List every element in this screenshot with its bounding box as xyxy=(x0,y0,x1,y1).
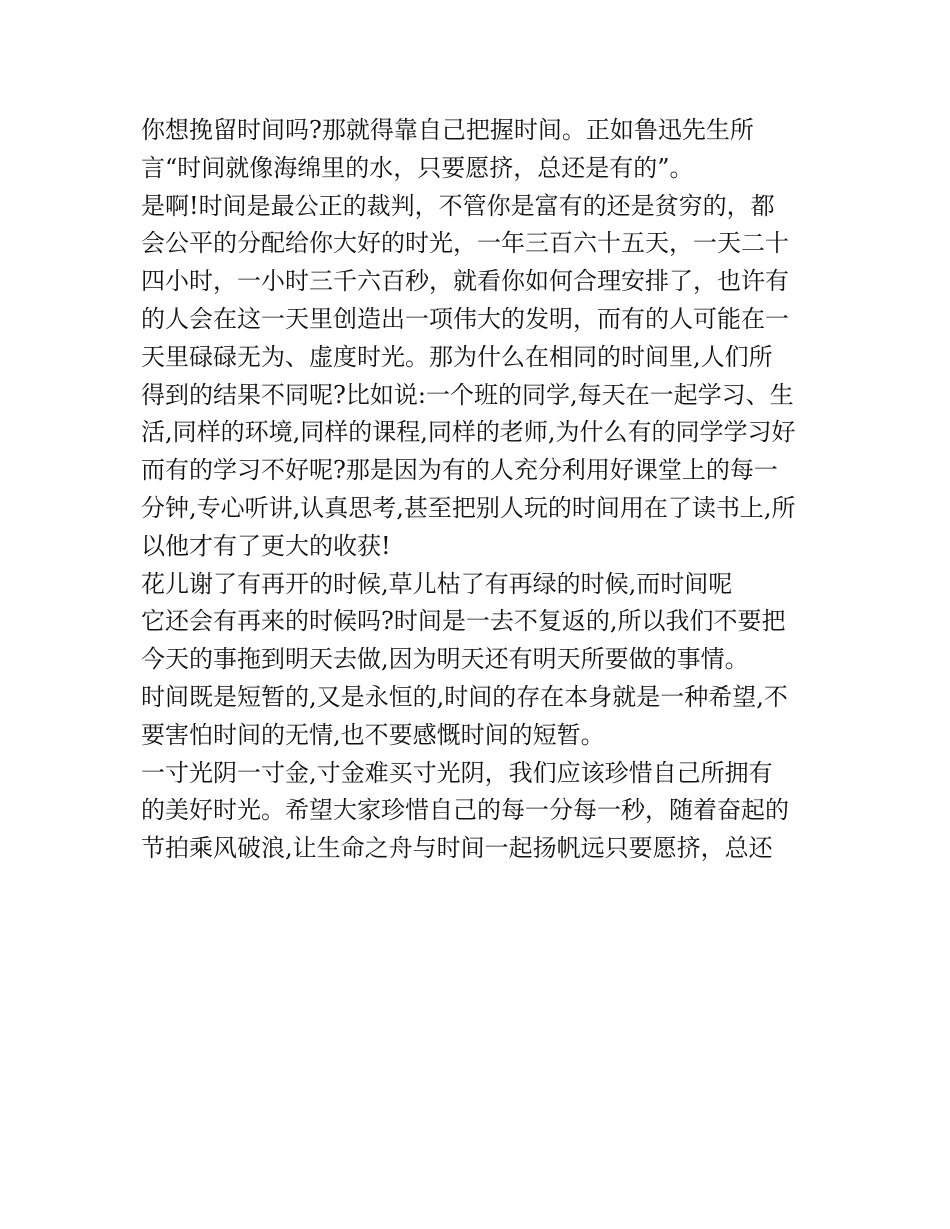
text-line: 四小时，一小时三千六百秒，就看你如何合理安排了，也许有 xyxy=(141,267,789,296)
text-line: 以他才有了更大的收获! xyxy=(141,531,391,560)
text-line: 你想挽留时间吗?那就得靠自己把握时间。正如鲁迅先生所 xyxy=(141,116,754,144)
text-line: 得到的结果不同呢?比如说:一个班的同学,每天在一起学习、生 xyxy=(141,380,794,409)
body-text xyxy=(141,112,821,868)
text-line: 时间既是短暂的,又是永恒的,时间的存在本身就是一种希望,不 xyxy=(141,682,788,711)
text-line: 一寸光阴一寸金,寸金难买寸光阴，我们应该珍惜自己所拥有 xyxy=(141,758,773,787)
text-line: 的美好时光。希望大家珍惜自己的每一分每一秒，随着奋起的 xyxy=(141,796,789,825)
text-line: 活,同样的环境,同样的课程,同样的老师,为什么有的同学学习好 xyxy=(141,418,796,447)
text-line: 分钟,专心听讲,认真思考,甚至把别人玩的时间用在了读书上,所 xyxy=(141,493,796,522)
text-line: 言“时间就像海绵里的水，只要愿挤，总还是有的”。 xyxy=(141,153,694,182)
text-line: 会公平的分配给你大好的时光，一年三百六十五天，一天二十 xyxy=(141,229,789,258)
text-line: 是啊!时间是最公正的裁判，不管你是富有的还是贫穷的，都 xyxy=(141,191,775,220)
text-line: 花儿谢了有再开的时候,草儿枯了有再绿的时候,而时间呢 xyxy=(141,569,733,598)
text-line: 的人会在这一天里创造出一项伟大的发明，而有的人可能在一 xyxy=(141,304,789,333)
text-line: 天里碌碌无为、虚度时光。那为什么在相同的时间里,人们所 xyxy=(141,342,773,371)
text-line: 节拍乘风破浪,让生命之舟与时间一起扬帆远只要愿挤，总还 xyxy=(141,834,773,863)
text-line: 而有的学习不好呢?那是因为有的人充分利用好课堂上的每一 xyxy=(141,456,778,485)
text-line: 要害怕时间的无情,也不要感慨时间的短暂。 xyxy=(141,720,605,749)
text-line: 今天的事拖到明天去做,因为明天还有明天所要做的事情。 xyxy=(141,645,749,674)
text-line: 它还会有再来的时候吗?时间是一去不复返的,所以我们不要把 xyxy=(141,607,786,636)
